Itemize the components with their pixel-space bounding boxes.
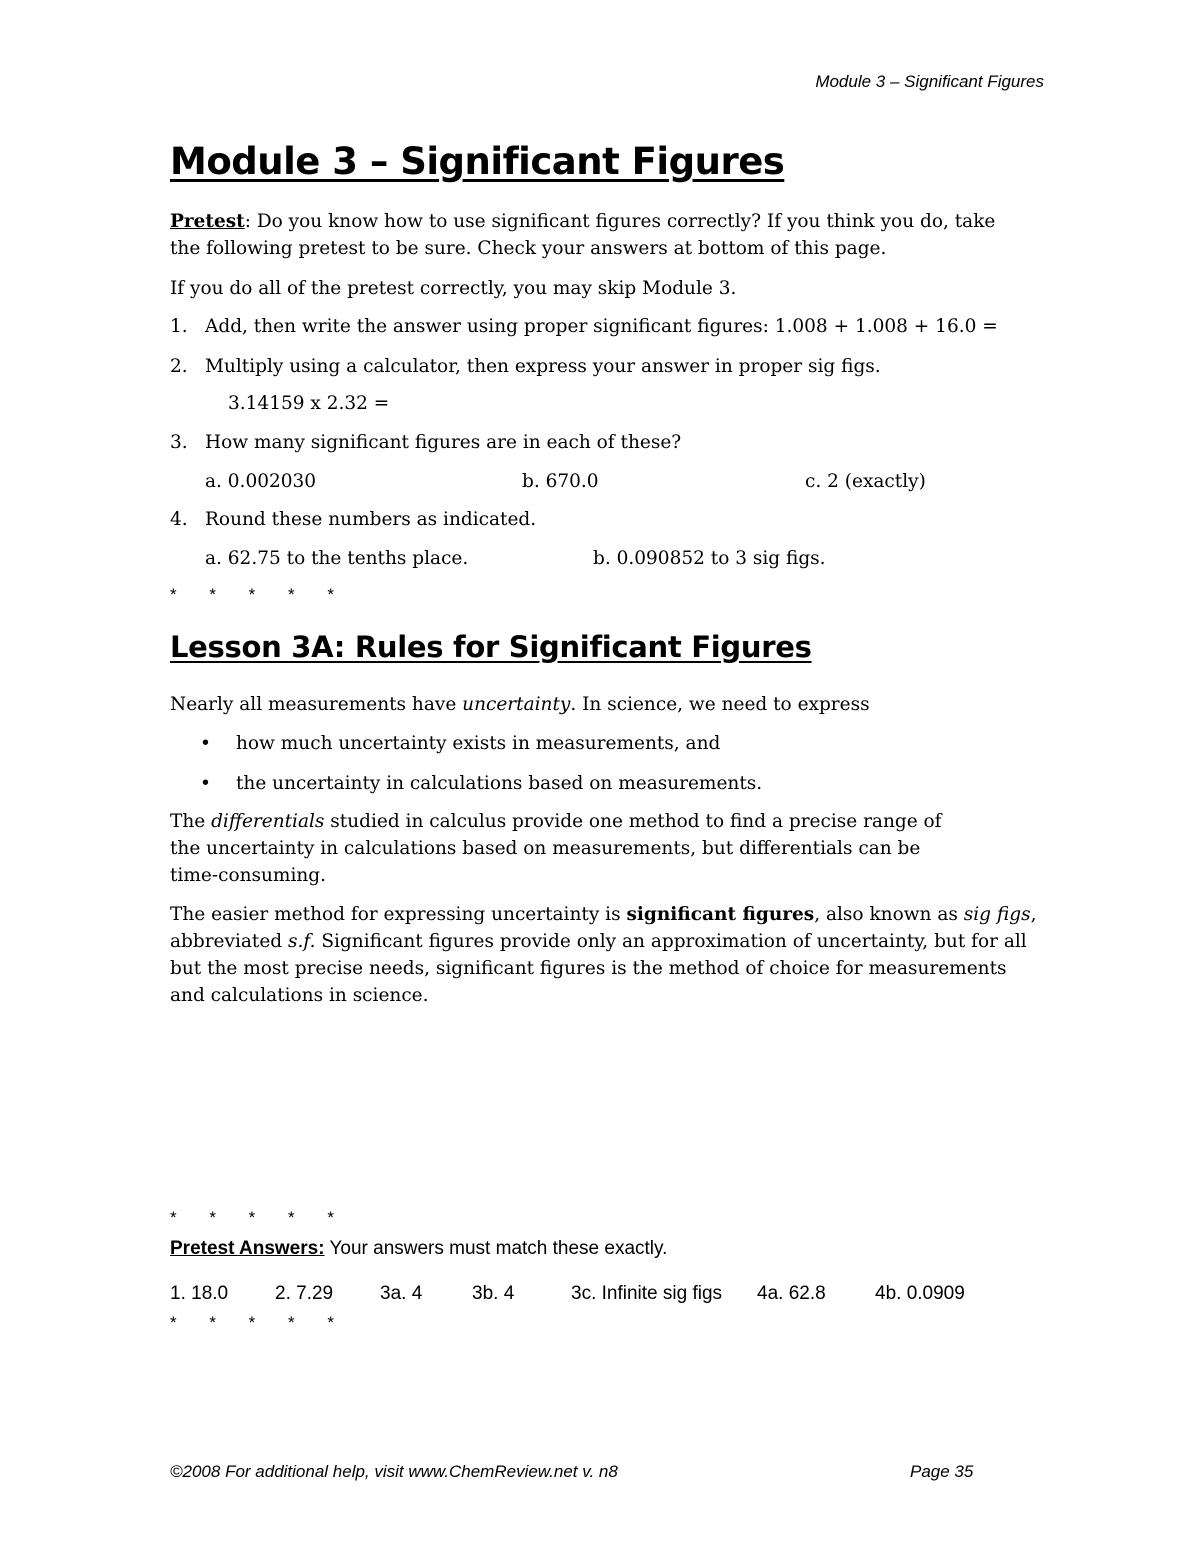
answers-heading xyxy=(170,1238,667,1260)
pretest-intro-line1: : Do you know how to use significant figures correctly? If you think you do, take xyxy=(244,211,996,232)
question-4b: b. 0.090852 to 3 sig figs. xyxy=(593,548,826,569)
emphasis: s.f. xyxy=(288,931,316,952)
text-run: Significant figures provide only an approximation of uncertainty, but for all but the most precise needs, significant figures is the method of choice for measurements and calculations in science. xyxy=(170,931,1027,1006)
answer-3c: 3c. Infinite sig figs xyxy=(571,1283,723,1304)
question-text: Round these numbers as indicated. xyxy=(205,509,537,530)
page-number: Page 35 xyxy=(910,1462,974,1481)
answers-separator-bottom: * * * * * xyxy=(170,1313,348,1332)
question-text: Multiply using a calculator, then express your answer in proper sig figs. xyxy=(205,356,881,377)
text-run: , also known as xyxy=(814,904,964,925)
bullet-text: how much uncertainty exists in measurements, and xyxy=(236,733,721,754)
answer-4a: 4a. 62.8 xyxy=(757,1283,826,1304)
text-run: The xyxy=(170,811,212,832)
pretest-intro-line2: the following pretest to be sure. Check your answers at bottom of this page. xyxy=(170,238,887,259)
question-1 xyxy=(170,313,998,340)
answers-note: Your answers must match these exactly. xyxy=(324,1238,668,1259)
question-number: 3. xyxy=(170,432,188,453)
emphasis: sig figs xyxy=(963,904,1031,925)
lesson-paragraph-1 xyxy=(170,691,1050,718)
answer-2: 2. 7.29 xyxy=(275,1283,334,1304)
question-3a: a. 0.002030 xyxy=(205,471,317,492)
question-number: 2. xyxy=(170,356,188,377)
answer-3b: 3b. 4 xyxy=(472,1283,515,1304)
answer-4b: 4b. 0.0909 xyxy=(875,1283,965,1304)
text-run: . In science, we need to express xyxy=(570,694,870,715)
question-number: 4. xyxy=(170,509,188,530)
question-text: Add, then write the answer using proper significant figures: 1.008 + 1.008 + 16.0 = xyxy=(205,316,998,337)
bullet-icon: • xyxy=(200,773,211,794)
text-run: studied in calculus provide one method to find a precise range of the uncertainty in calculations based on measurements, but differentials can be time-consuming. xyxy=(170,811,942,886)
answers-separator-top: * * * * * xyxy=(170,1208,348,1227)
question-4a: a. 62.75 to the tenths place. xyxy=(205,548,469,569)
separator-stars: * * * * * xyxy=(170,585,348,604)
question-2-expression: 3.14159 x 2.32 = xyxy=(228,393,390,414)
text-run: The easier method for expressing uncertainty is xyxy=(170,904,627,925)
text-run: , abbreviated xyxy=(170,904,1037,952)
footer-left: ©2008 For additional help, visit www.ChemReview.net v. n8 xyxy=(170,1462,618,1481)
question-text: How many significant figures are in each of these? xyxy=(205,432,682,453)
answer-3a: 3a. 4 xyxy=(380,1283,423,1304)
strong-text: significant figures xyxy=(626,904,815,925)
question-3b: b. 670.0 xyxy=(522,471,599,492)
question-3 xyxy=(170,429,681,456)
answer-1: 1. 18.0 xyxy=(170,1283,229,1304)
bullet-text: the uncertainty in calculations based on measurements. xyxy=(236,773,763,794)
emphasis: uncertainty xyxy=(462,694,571,715)
page-title: Module 3 – Significant Figures xyxy=(170,140,785,183)
question-2 xyxy=(170,353,881,380)
bullet-icon: • xyxy=(200,733,211,754)
pretest-intro xyxy=(170,208,1050,262)
running-header: Module 3 – Significant Figures xyxy=(815,72,1044,91)
question-4 xyxy=(170,506,536,533)
answers-label: Pretest Answers: xyxy=(170,1238,325,1259)
emphasis: differentials xyxy=(211,811,325,832)
question-number: 1. xyxy=(170,316,188,337)
question-3c: c. 2 (exactly) xyxy=(805,471,926,492)
lesson-paragraph-3 xyxy=(170,901,1040,1009)
text-run: Nearly all measurements have xyxy=(170,694,463,715)
bullet-item-2 xyxy=(200,770,762,797)
lesson-paragraph-2 xyxy=(170,808,970,889)
bullet-item-1 xyxy=(200,730,720,757)
lesson-title: Lesson 3A: Rules for Significant Figures xyxy=(170,630,812,664)
pretest-label: Pretest xyxy=(170,211,245,232)
skip-note: If you do all of the pretest correctly, you may skip Module 3. xyxy=(170,278,737,299)
